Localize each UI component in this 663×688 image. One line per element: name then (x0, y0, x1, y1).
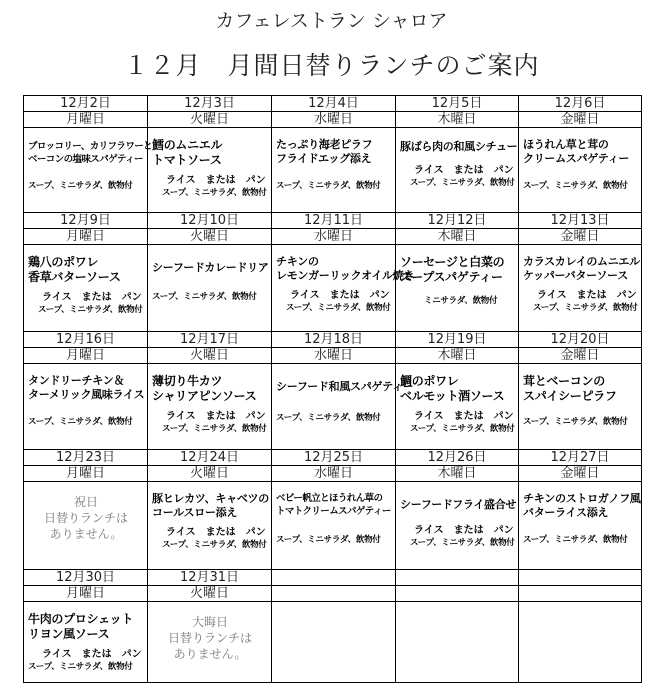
side-items: スープ、ミニサラダ、飲物付 (410, 424, 515, 434)
dish-name: 牛肉のプロシェット リヨン風ソース (28, 612, 134, 641)
menu-cell (519, 245, 642, 332)
rice-or-bread: ライス または パン (42, 649, 142, 660)
rice-or-bread: ライス または パン (537, 290, 637, 301)
weekday-cell: 火曜日 (148, 466, 272, 482)
side-items: スープ、ミニサラダ、飲物付 (276, 413, 381, 423)
side-items: スープ、ミニサラダ、飲物付 (28, 662, 133, 672)
empty-cell (396, 586, 519, 602)
side-items: スープ、ミニサラダ、飲物付 (523, 417, 628, 427)
side-items: スープ、ミニサラダ、飲物付 (38, 305, 143, 315)
dish-name: チキンの レモンガーリックオイル焼き (276, 255, 415, 282)
date-cell: 12月19日 (396, 332, 519, 348)
date-row (24, 332, 642, 348)
weekday-cell: 木曜日 (396, 348, 519, 364)
empty-cell (272, 586, 396, 602)
weekday-cell: 月曜日 (24, 586, 148, 602)
date-cell: 12月12日 (396, 213, 519, 229)
dish-name: シーフードフライ盛合せ (400, 498, 517, 511)
rice-or-bread: ライス または パン (166, 175, 266, 186)
dish-name: 薄切り牛カツ シャリアピンソース (152, 374, 257, 403)
menu-cell (148, 364, 272, 450)
menu-cell (148, 482, 272, 570)
dish-name: カラスカレイのムニエル ケッパーバターソース (523, 255, 640, 282)
side-items: スープ、ミニサラダ、飲物付 (276, 535, 381, 545)
rice-or-bread: ライス または パン (42, 292, 142, 303)
weekday-cell: 金曜日 (519, 466, 642, 482)
dish-name: 豚ばら肉の和風シチュー (400, 140, 518, 153)
dish-name: 鶏八のポワレ 香草バターソース (28, 255, 121, 284)
rice-or-bread: ライス または パン (166, 527, 266, 538)
side-items: スープ、ミニサラダ、飲物付 (162, 188, 267, 198)
menu-cell-holiday (148, 602, 272, 683)
menu-cell (519, 364, 642, 450)
side-items: スープ、ミニサラダ、飲物付 (410, 178, 515, 188)
holiday-notice: 大晦日 日替りランチは ありません。 (167, 615, 252, 661)
weekday-cell: 水曜日 (272, 112, 396, 128)
weekday-cell: 火曜日 (148, 586, 272, 602)
menu-cell (396, 364, 519, 450)
dish-name: ベビー帆立とほうれん草の トマトクリームスパゲティー (276, 493, 391, 517)
menu-row (24, 245, 642, 332)
dish-name: チキンのストロガノフ風 バターライス添え (523, 492, 641, 519)
side-items: スープ、ミニサラダ、飲物付 (162, 540, 267, 550)
side-items: スープ、ミニサラダ、飲物付 (523, 535, 628, 545)
date-row (24, 570, 642, 586)
dish-name: タンドリーチキン＆ ターメリック風味ライス (28, 374, 145, 401)
menu-cell (272, 482, 396, 570)
rice-or-bread: ライス または パン (414, 411, 514, 422)
menu-cell (272, 245, 415, 332)
weekday-row (24, 466, 642, 482)
dish-name: シーフード和風スパゲティー (276, 380, 414, 393)
weekday-cell: 木曜日 (396, 112, 519, 128)
menu-row (24, 482, 642, 570)
date-cell: 12月17日 (148, 332, 272, 348)
side-items: スープ、ミニサラダ、飲物付 (523, 181, 628, 191)
dish-name: ソーセージと白菜の スープスパゲティー (400, 255, 505, 284)
date-row (24, 450, 642, 466)
side-items: スープ、ミニサラダ、飲物付 (28, 417, 133, 427)
weekday-row (24, 229, 642, 245)
weekday-cell: 火曜日 (148, 348, 272, 364)
lunch-calendar (23, 95, 642, 683)
date-cell: 12月9日 (24, 213, 148, 229)
menu-cell-holiday (24, 482, 148, 570)
rice-or-bread: ライス または パン (290, 290, 390, 301)
weekday-cell: 月曜日 (24, 466, 148, 482)
empty-cell (396, 602, 519, 683)
rice-or-bread: ライス または パン (414, 525, 514, 536)
side-items: スープ、ミニサラダ、飲物付 (276, 181, 381, 191)
weekday-cell: 金曜日 (519, 348, 642, 364)
weekday-row (24, 586, 642, 602)
empty-cell (519, 586, 642, 602)
date-row (24, 96, 642, 112)
store-name: カフェレストラン シャロア (215, 10, 448, 32)
side-items: スープ、ミニサラダ、飲物付 (162, 424, 267, 434)
side-items: スープ、ミニサラダ、飲物付 (533, 303, 638, 313)
date-cell: 12月3日 (148, 96, 272, 112)
date-cell: 12月20日 (519, 332, 642, 348)
weekday-cell: 月曜日 (24, 112, 148, 128)
menu-row (24, 602, 642, 683)
weekday-row (24, 348, 642, 364)
weekday-cell: 水曜日 (272, 348, 396, 364)
dish-name: 鱈のムニエル トマトソース (152, 138, 223, 167)
dish-name: 豚ヒレカツ、キャベツの コールスロー添え (152, 492, 269, 519)
weekday-cell: 木曜日 (396, 229, 519, 245)
date-cell: 12月25日 (272, 450, 396, 466)
weekday-cell: 月曜日 (24, 229, 148, 245)
side-items: スープ、ミニサラダ、飲物付 (152, 292, 257, 302)
date-cell: 12月27日 (519, 450, 642, 466)
empty-cell (272, 602, 396, 683)
menu-cell (519, 128, 642, 213)
date-cell: 12月2日 (24, 96, 148, 112)
date-cell: 12月16日 (24, 332, 148, 348)
date-cell: 12月13日 (519, 213, 642, 229)
dish-name: たっぷり海老ピラフ フライドエッグ添え (276, 138, 373, 165)
weekday-cell: 水曜日 (272, 466, 396, 482)
date-cell: 12月23日 (24, 450, 148, 466)
menu-cell (272, 128, 396, 213)
date-cell: 12月31日 (148, 570, 272, 586)
weekday-cell: 火曜日 (148, 112, 272, 128)
weekday-cell: 火曜日 (148, 229, 272, 245)
empty-cell (396, 570, 519, 586)
menu-cell (396, 128, 519, 213)
weekday-cell: 木曜日 (396, 466, 519, 482)
rice-or-bread: ライス または パン (166, 411, 266, 422)
menu-row (24, 128, 642, 213)
dish-name: ほうれん草と茸の クリームスパゲティー (523, 138, 630, 165)
holiday-notice: 祝日 日替りランチは ありません。 (43, 495, 128, 541)
side-items: スープ、ミニサラダ、飲物付 (28, 181, 133, 191)
menu-cell (148, 128, 272, 213)
menu-cell (24, 128, 153, 213)
date-cell: 12月26日 (396, 450, 519, 466)
empty-cell (519, 570, 642, 586)
side-items: スープ、ミニサラダ、飲物付 (410, 538, 515, 548)
menu-row (24, 364, 642, 450)
side-items: ミニサラダ、飲物付 (424, 296, 498, 306)
menu-cell (519, 482, 642, 570)
rice-or-bread: ライス または パン (414, 165, 514, 176)
date-cell: 12月11日 (272, 213, 396, 229)
date-cell: 12月4日 (272, 96, 396, 112)
menu-cell (396, 482, 519, 570)
date-cell: 12月24日 (148, 450, 272, 466)
date-cell: 12月6日 (519, 96, 642, 112)
weekday-cell: 金曜日 (519, 112, 642, 128)
weekday-cell: 水曜日 (272, 229, 396, 245)
menu-cell (24, 245, 148, 332)
menu-cell (396, 245, 519, 332)
date-row (24, 213, 642, 229)
menu-cell (272, 364, 414, 450)
menu-cell (24, 602, 148, 683)
menu-cell (148, 245, 272, 332)
dish-name: ブロッコリー、カリフラワーと ベーコンの塩味スパゲティー (28, 141, 153, 165)
weekday-row (24, 112, 642, 128)
date-cell: 12月10日 (148, 213, 272, 229)
dish-name: 茸とベーコンの スパイシーピラフ (523, 374, 617, 403)
weekday-cell: 金曜日 (519, 229, 642, 245)
page-title: １２月 月間日替りランチのご案内 (123, 51, 540, 80)
date-cell: 12月5日 (396, 96, 519, 112)
side-items: スープ、ミニサラダ、飲物付 (286, 303, 391, 313)
empty-cell (519, 602, 642, 683)
date-cell: 12月30日 (24, 570, 148, 586)
empty-cell (272, 570, 396, 586)
dish-name: 鯛のポワレ ベルモット酒ソース (400, 374, 505, 403)
weekday-cell: 月曜日 (24, 348, 148, 364)
dish-name: シーフードカレードリア (152, 261, 269, 274)
menu-cell (24, 364, 148, 450)
date-cell: 12月18日 (272, 332, 396, 348)
